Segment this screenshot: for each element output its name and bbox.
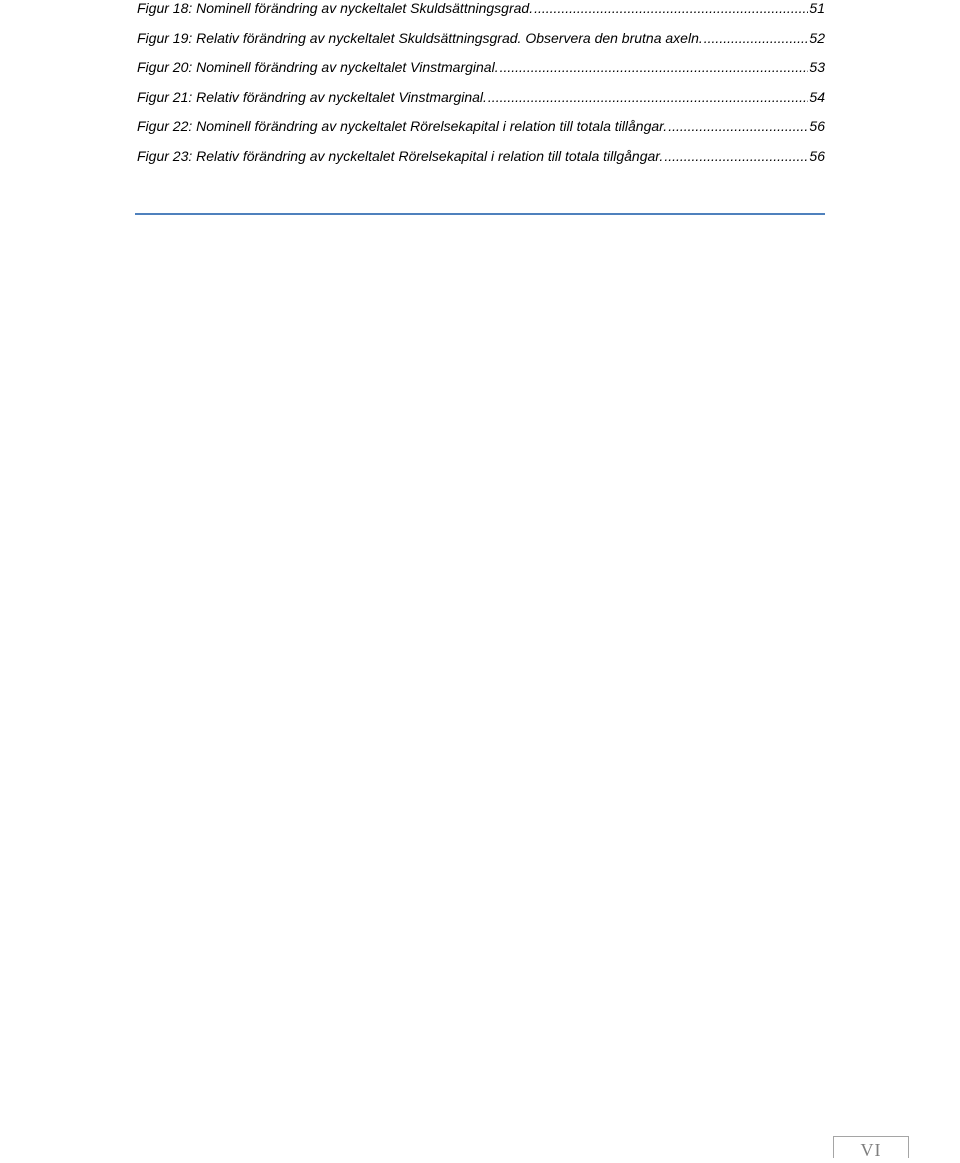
toc-entry-figur-23[interactable] bbox=[137, 148, 825, 178]
toc-entry-text: Figur 20: Nominell förändring av nyckeltalet Vinstmarginal. bbox=[137, 59, 499, 75]
toc-entry-figur-19[interactable] bbox=[137, 30, 825, 60]
toc-entry-text: Figur 19: Relativ förändring av nyckeltalet Skuldsättningsgrad. Observera den brutna axeln. bbox=[137, 29, 703, 46]
page-number: VI bbox=[860, 1140, 882, 1160]
toc-entry-page: 52 bbox=[809, 29, 825, 46]
toc-dot-leader bbox=[704, 30, 809, 46]
section-divider-rule bbox=[135, 213, 825, 215]
table-of-figures bbox=[137, 0, 825, 177]
toc-entry-page: 56 bbox=[809, 118, 825, 134]
toc-entry-figur-18[interactable] bbox=[137, 0, 825, 30]
footer-page-number-box bbox=[833, 1136, 909, 1158]
toc-dot-leader bbox=[534, 0, 808, 16]
toc-dot-leader bbox=[668, 118, 808, 134]
toc-entry-text: Figur 22: Nominell förändring av nyckeltalet Rörelsekapital i relation till totala tillångar. bbox=[137, 118, 668, 134]
toc-entry-figur-22[interactable] bbox=[137, 118, 825, 148]
toc-dot-leader bbox=[500, 59, 809, 75]
toc-dot-leader bbox=[664, 148, 808, 164]
toc-entry-figur-21[interactable] bbox=[137, 89, 825, 119]
toc-dot-leader bbox=[488, 89, 809, 105]
toc-entry-page: 53 bbox=[809, 59, 825, 75]
toc-entry-text: Figur 21: Relativ förändring av nyckeltalet Vinstmarginal. bbox=[137, 88, 487, 105]
toc-entry-figur-20[interactable] bbox=[137, 59, 825, 89]
toc-entry-page: 51 bbox=[809, 0, 825, 16]
toc-entry-text: Figur 23: Relativ förändring av nyckeltalet Rörelsekapital i relation till totala tillgångar. bbox=[137, 147, 664, 164]
toc-entry-page: 56 bbox=[809, 147, 825, 164]
toc-entry-page: 54 bbox=[809, 88, 825, 105]
toc-entry-text: Figur 18: Nominell förändring av nyckeltalet Skuldsättningsgrad. bbox=[137, 0, 534, 16]
